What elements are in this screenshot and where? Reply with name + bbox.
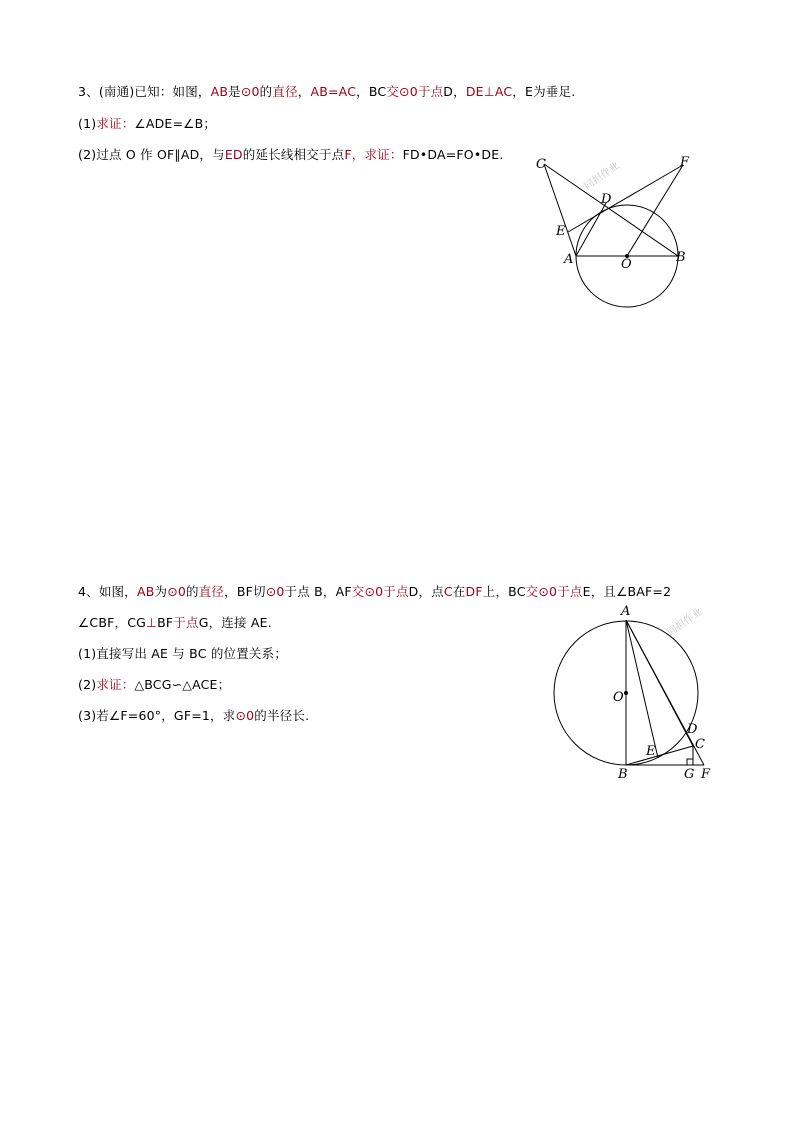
segment-ac (626, 620, 693, 746)
label-e: E (646, 744, 656, 759)
label-c: C (695, 737, 705, 752)
label-b: B (618, 767, 628, 782)
center-dot (624, 691, 628, 695)
problem3-line1: 3、(南通)已知：如图，AB是⊙0的直径，AB=AC，BC交⊙0于点D，DE⊥AC，E为垂足. (78, 84, 576, 99)
segment-ca (544, 164, 576, 256)
label-g: G (684, 767, 695, 782)
label-b: B (676, 250, 686, 265)
problem3-figure (530, 152, 700, 310)
segment-cb (544, 164, 678, 256)
problem3-line3: (2)过点 O 作 OF∥AD，与ED的延长线相交于点F，求证：FD•DA=FO•DE. (78, 147, 504, 162)
segment-ae (626, 620, 658, 758)
problem4-line2: ∠CBF，CG⊥BF于点G，连接 AE. (78, 615, 272, 630)
label-d: D (601, 192, 612, 207)
label-f: F (701, 767, 711, 782)
watermark: 同担作业 (582, 160, 622, 193)
label-c: C (536, 157, 546, 172)
label-a: A (564, 252, 574, 267)
label-f: F (680, 155, 690, 170)
problem4-line1: 4、如图，AB为⊙0的直径，BF切⊙0于点 B，AF交⊙0于点D，点C在DF上，BC交⊙0于点E，且∠BAF=2 (78, 584, 672, 599)
right-angle-mark (687, 759, 693, 765)
watermark: 同担作业 (665, 606, 705, 639)
label-d: D (687, 722, 698, 737)
problem4-line5: (3)若∠F=60°，GF=1，求⊙0的半径长. (78, 708, 310, 723)
problem4-line4: (2)求证：△BCG∽△ACE； (78, 677, 231, 692)
segment-of (627, 165, 683, 256)
problem4-figure (550, 600, 730, 788)
problem3-line2: (1)求证：∠ADE=∠B； (78, 116, 217, 131)
segment-ef (568, 165, 683, 232)
label-o: O (613, 690, 624, 705)
segment-ad (576, 203, 606, 256)
label-o: O (621, 257, 632, 272)
label-e: E (556, 224, 566, 239)
problem4-line3: (1)直接写出 AE 与 BC 的位置关系； (78, 646, 288, 661)
label-a: A (621, 604, 631, 619)
segment-bc (626, 746, 693, 765)
